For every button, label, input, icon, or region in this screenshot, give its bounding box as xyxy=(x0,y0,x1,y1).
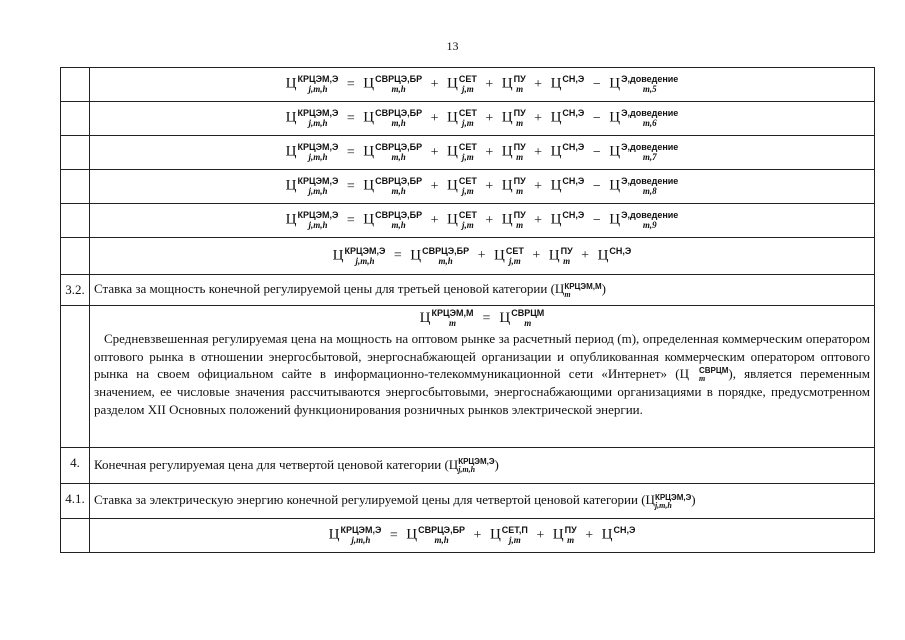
section-title: Конечная регулируемая цена для четвертой ценовой категории (Ц КРЦЭМ,Э j,m,h ) xyxy=(90,448,875,484)
formula: Ц КРЦЭМ,Э j,m,h = Ц СВРЦЭ,БР m,h + Ц СЕТ j,m + Ц ПУ m + Ц СН,Э xyxy=(90,238,875,275)
formula: Ц КРЦЭМ,Э j,m,h = Ц СВРЦЭ,БР m,h + Ц СЕТ,П j,m + Ц ПУ m + Ц СН,Э xyxy=(90,519,875,553)
section-number: 4. xyxy=(61,448,90,484)
tariff-table xyxy=(60,67,875,553)
section-4-row xyxy=(61,448,875,484)
formula: Ц КРЦЭМ,Э j,m,h = Ц СВРЦЭ,БР m,h + Ц СЕТ j,m + Ц ПУ m + Ц СН,Э − Ц Э,доведение m,6 xyxy=(90,102,875,136)
formula-row xyxy=(61,238,875,275)
section-body xyxy=(90,306,875,448)
formula: Ц КРЦЭМ,Э j,m,h = Ц СВРЦЭ,БР m,h + Ц СЕТ j,m + Ц ПУ m + Ц СН,Э − Ц Э,доведение m,9 xyxy=(90,204,875,238)
section-3-2-row xyxy=(61,275,875,306)
formula-row xyxy=(61,204,875,238)
formula-row xyxy=(61,68,875,102)
formula-row xyxy=(61,102,875,136)
formula-row xyxy=(61,170,875,204)
formula: Ц КРЦЭМ,Э j,m,h = Ц СВРЦЭ,БР m,h + Ц СЕТ j,m + Ц ПУ m + Ц СН,Э − Ц Э,доведение m,8 xyxy=(90,170,875,204)
description-paragraph: Средневзвешенная регулируемая цена на мощность на оптовом рынке за расчетный период (m), определенная коммерческим оператором оптового рынка в отношении энергосбытовой, энергоснабжающей организации и опубликованная коммерческим оператором оптового рынка на своем официальном сайте в информационно-телекоммуникационной сети «Интернет» (Ц СВРЦМ m ), является переменным значением, ее числовые значения рассчитываются энергосбытовыми, энергоснабжающими организациями в порядке, предусмотренном разделом XII Основных положений функционирования розничных рынков электрической энергии. xyxy=(94,331,870,417)
formula: Ц КРЦЭМ,Э j,m,h = Ц СВРЦЭ,БР m,h + Ц СЕТ j,m + Ц ПУ m + Ц СН,Э − Ц Э,доведение m,7 xyxy=(90,136,875,170)
section-number: 3.2. xyxy=(61,275,90,306)
formula: Ц КРЦЭМ,Э j,m,h = Ц СВРЦЭ,БР m,h + Ц СЕТ j,m + Ц ПУ m + Ц СН,Э − Ц Э,доведение m,5 xyxy=(90,68,875,102)
formula: Ц КРЦЭМ,М m = Ц СВРЦМ m xyxy=(419,308,545,328)
section-number: 4.1. xyxy=(61,484,90,519)
formula-row xyxy=(61,136,875,170)
page-number: 13 xyxy=(446,39,459,53)
section-title: Ставка за мощность конечной регулируемой цены для третьей ценовой категории (Ц КРЦЭМ,М m ) xyxy=(90,275,875,306)
formula-row xyxy=(61,519,875,553)
section-title: Ставка за электрическую энергию конечной регулируемой цены для четвертой ценовой категории (Ц КРЦЭМ,Э j,m,h ) xyxy=(90,484,875,519)
section-4-1-row xyxy=(61,484,875,519)
section-3-2-body xyxy=(61,306,875,448)
